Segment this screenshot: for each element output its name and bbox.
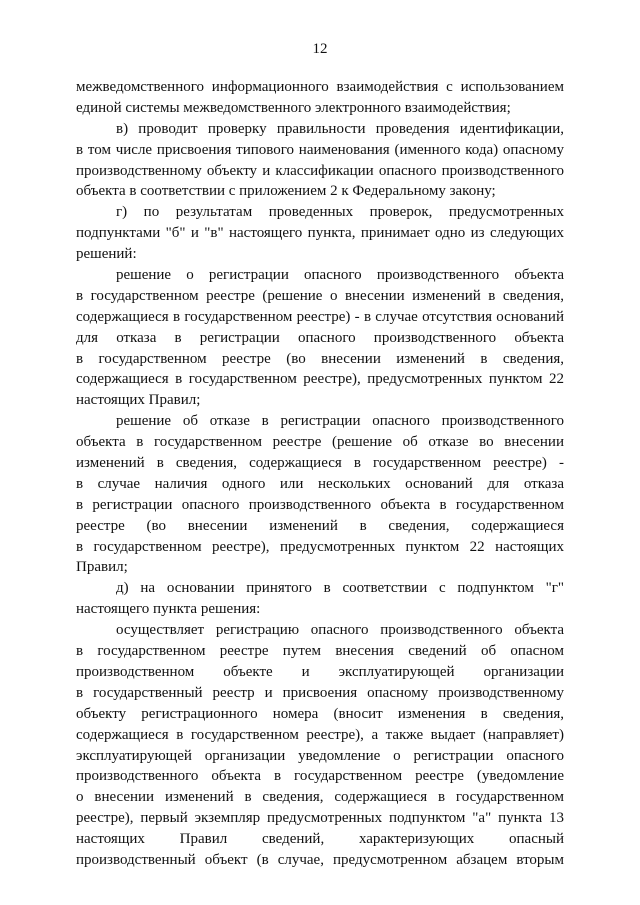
text-line: в государственном реестре (решение о внесении изменений в сведения, — [76, 287, 564, 304]
text-line: в государственном реестре (во внесении изменений в сведения, — [76, 350, 564, 367]
text-line: для отказа в регистрации опасного производственного объекта — [76, 329, 564, 346]
text-line: содержащиеся в государственном реестре), предусмотренных пунктом 22 — [76, 371, 564, 388]
text-line: настоящих Правил сведений, характеризующих опасный — [76, 831, 564, 848]
text-line: производственном объекте и эксплуатирующей организации — [76, 663, 564, 680]
text-line: настоящего пункта решения: — [76, 601, 261, 618]
text-line: реестре), первый экземпляр предусмотренных подпунктом "а" пункта 13 — [76, 810, 564, 827]
text-line: в регистрации опасного производственного объекта в государственном — [76, 496, 564, 513]
paragraph-first-line: д) на основании принятого в соответствии с подпунктом "г" — [116, 580, 564, 597]
text-line: объекту регистрационного номера (вносит изменения в сведения, — [76, 705, 564, 722]
text-line: единой системы межведомственного электронного взаимодействия; — [76, 99, 511, 116]
text-line: Правил; — [76, 559, 128, 576]
text-line: изменений в сведения, содержащиеся в государственном реестре) - — [76, 455, 564, 472]
text-line: в государственный реестр и присвоения опасному производственному — [76, 684, 564, 701]
text-line: содержащиеся в государственном реестре), а также выдает (направляет) — [76, 726, 564, 743]
paragraph-first-line: решение об отказе в регистрации опасного производственного — [116, 413, 564, 430]
text-line: объекта в соответствии с приложением 2 к Федеральному закону; — [76, 183, 496, 200]
page-number: 12 — [312, 41, 328, 57]
text-line: о внесении изменений в сведения, содержащиеся в государственном — [76, 789, 564, 806]
paragraph-first-line: решение о регистрации опасного производственного объекта — [116, 267, 564, 284]
text-line: содержащиеся в государственном реестре) - в случае отсутствия оснований — [76, 308, 564, 325]
text-line: подпунктами "б" и "в" настоящего пункта, принимает одно из следующих — [76, 225, 564, 242]
text-line: реестре (во внесении изменений в сведения, содержащиеся — [76, 517, 564, 534]
text-line: решений: — [76, 246, 137, 263]
paragraph-first-line: г) по результатам проведенных проверок, предусмотренных — [116, 204, 564, 221]
text-line: производственному объекту и классификации опасного производственного — [76, 162, 564, 179]
text-line: в случае наличия одного или нескольких оснований для отказа — [76, 475, 564, 492]
text-line: в государственном реестре путем внесения сведений об опасном — [76, 643, 564, 660]
text-line: межведомственного информационного взаимодействия с использованием — [76, 79, 564, 95]
paragraph-first-line: осуществляет регистрацию опасного производственного объекта — [116, 622, 564, 639]
text-line: в том числе присвоения типового наименования (именного кода) опасному — [76, 141, 564, 158]
paragraph-first-line: в) проводит проверку правильности проведения идентификации, — [116, 120, 564, 137]
text-line: производственного объекта в государственном реестре (уведомление — [76, 768, 564, 785]
text-line: объекта в государственном реестре (решение об отказе во внесении — [76, 434, 564, 451]
text-line: в государственном реестре), предусмотренных пунктом 22 настоящих — [76, 538, 564, 555]
text-line: эксплуатирующей организации уведомление о регистрации опасного — [76, 747, 564, 764]
text-line: настоящих Правил; — [76, 392, 201, 409]
text-line: производственный объект (в случае, предусмотренном абзацем вторым — [76, 851, 564, 868]
document-body — [76, 77, 564, 871]
